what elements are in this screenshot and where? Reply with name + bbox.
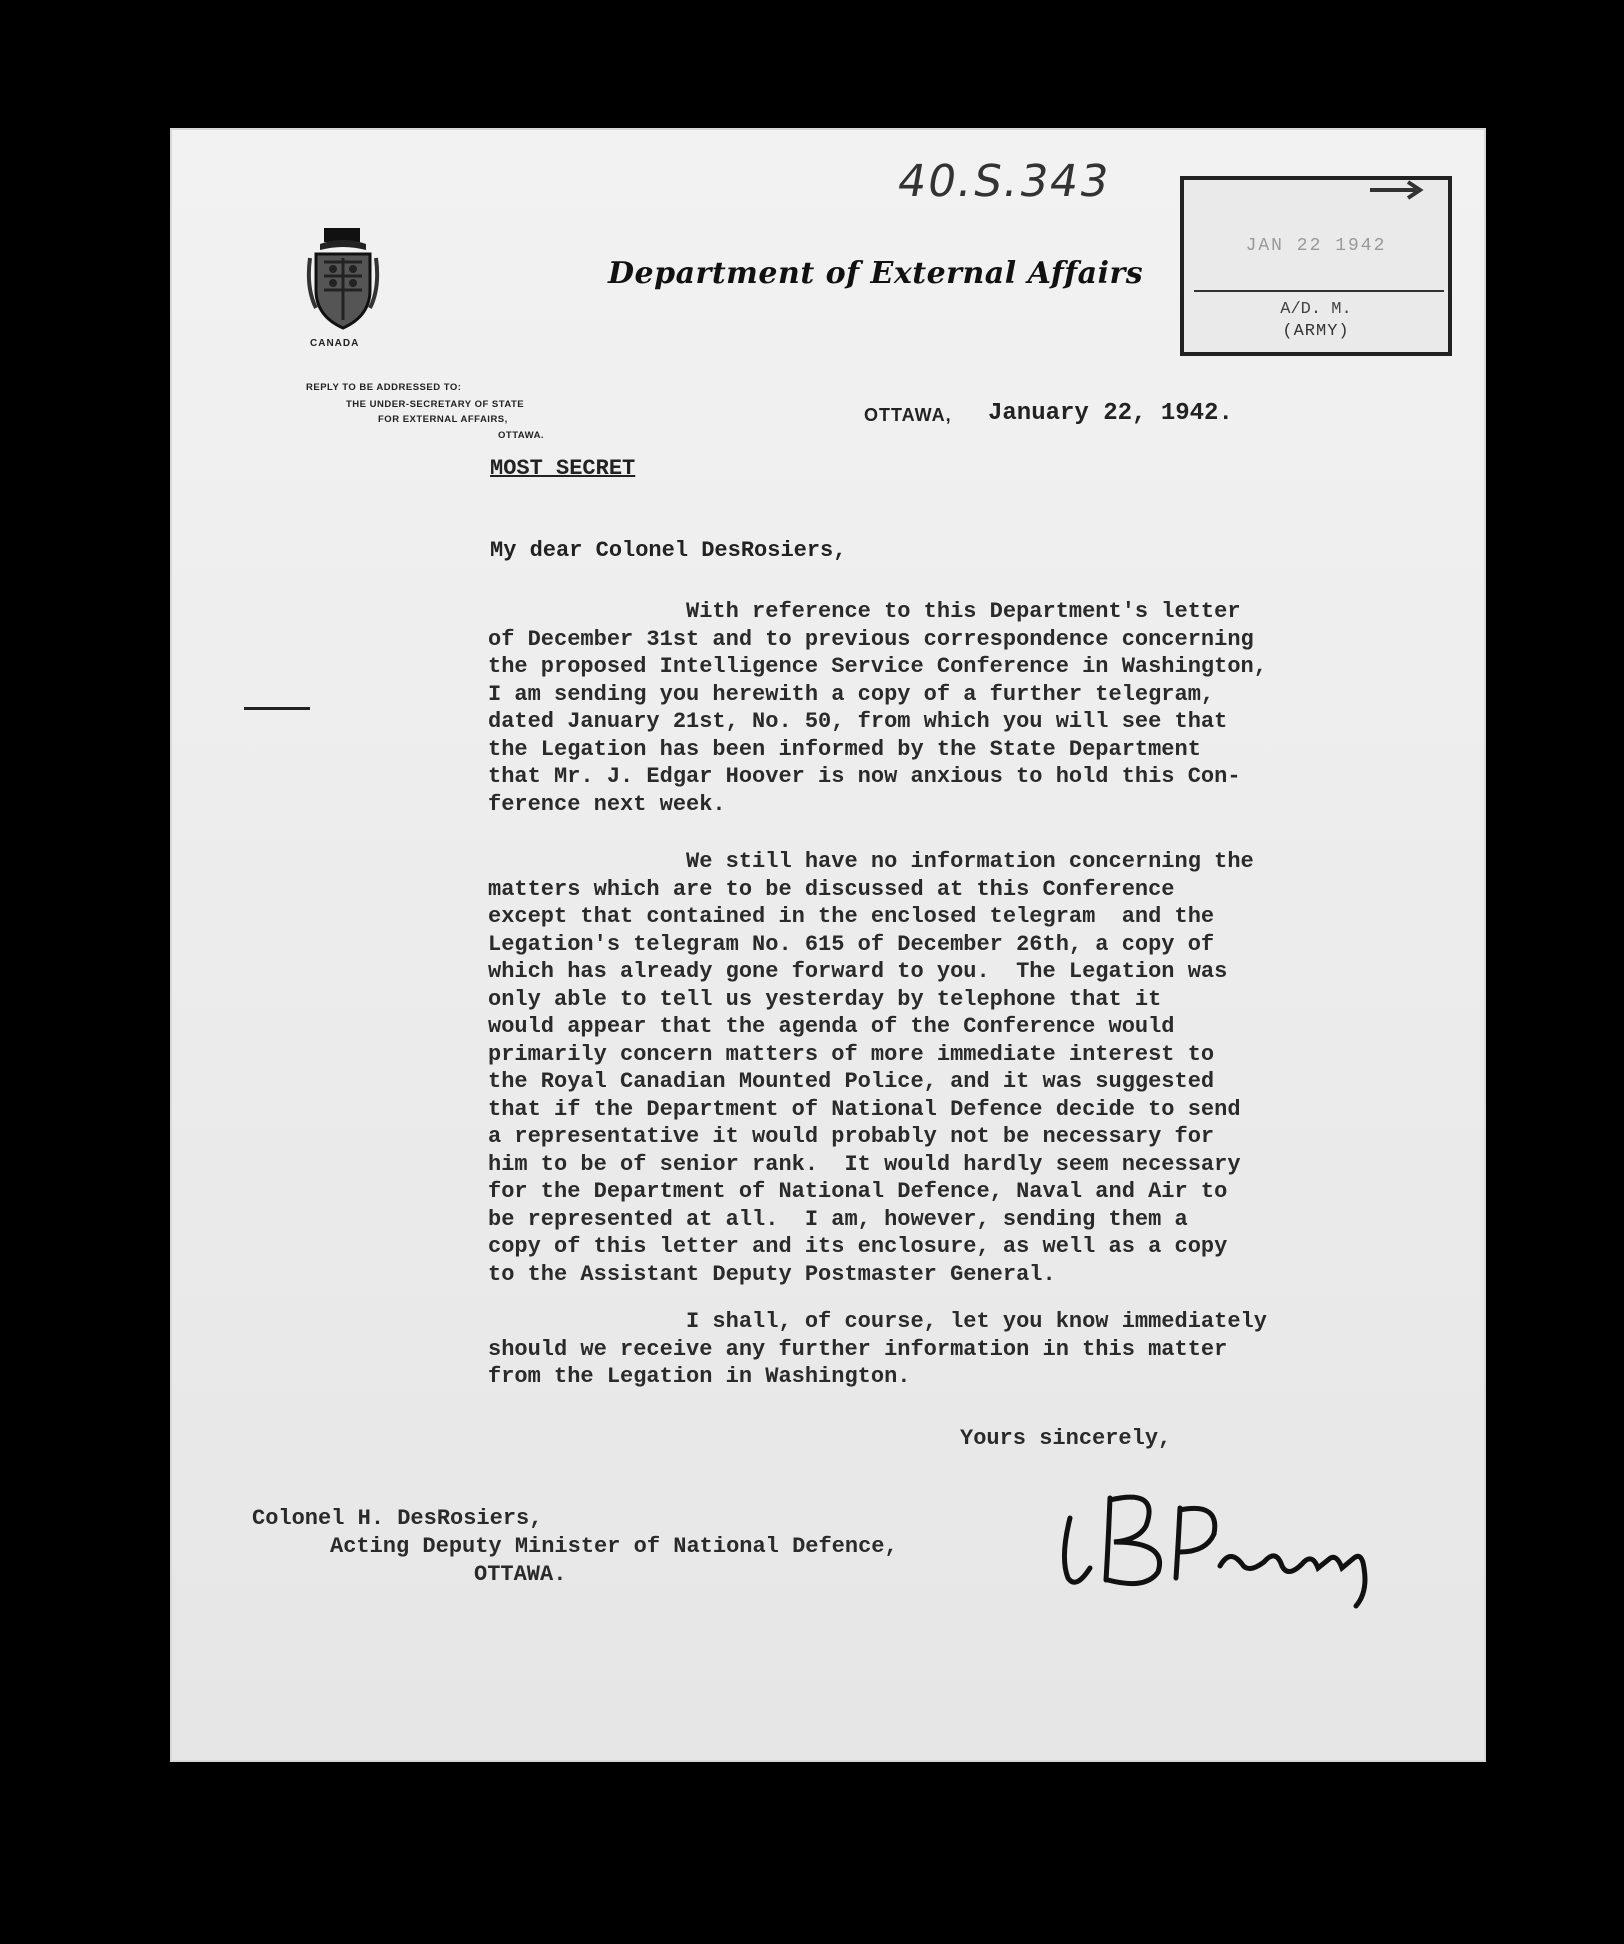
received-stamp [1180, 176, 1452, 356]
handwritten-signature [1050, 1468, 1410, 1618]
stamp-divider [1194, 290, 1444, 292]
department-title: Department of External Affairs [608, 256, 1144, 291]
reply-address-line: OTTAWA. [498, 430, 545, 441]
body-paragraph: With reference to this Department's letter of December 31st and to previous correspondence concerning the proposed Intelligence Service Conference in Washington, I am sending you herewith a copy of a further telegram, dated January 21st, No. 50, from which you will see that the Legation has been informed by the State Department that Mr. J. Edgar Hoover is now anxious to hold this Con- ference next week. [488, 599, 1267, 817]
handwritten-arrow-icon [1370, 178, 1430, 200]
security-classification: MOST SECRET [490, 456, 636, 481]
body-paragraph: I shall, of course, let you know immediately should we receive any further information in this matter from the Legation in Washington. [488, 1309, 1267, 1389]
salutation: My dear Colonel DesRosiers, [490, 538, 847, 563]
stamp-office: A/D. M. [1280, 300, 1352, 319]
body-paragraph: We still have no information concerning the matters which are to be discussed at this Conference except that contained in the enclosed telegram and the Legation's telegram No. 615 of December 26th, a copy of which has already gone forward to you. The Legation was only able to tell us yesterday by telephone that it would appear that the agenda of the Conference would primarily concern matters of more immediate interest to the Royal Canadian Mounted Police, and it was suggested that if the Department of National Defence decide to send a representative it would probably not be necessary for him to be of senior rank. It would hardly seem necessary for the Department of National Defence, Naval and Air to be represented at all. I am, however, sending them a copy of this letter and its enclosure, as well as a copy to the Assistant Deputy Postmaster General. [488, 849, 1254, 1287]
letter-page [170, 128, 1486, 1762]
recipient-name: Colonel H. DesRosiers, [252, 1506, 543, 1531]
recipient-title: Acting Deputy Minister of National Defence, [330, 1534, 898, 1559]
letter-date: January 22, 1942. [988, 400, 1233, 427]
complimentary-close: Yours sincerely, [960, 1426, 1172, 1451]
letter-place: OTTAWA, [864, 405, 952, 425]
reply-address-line: REPLY TO BE ADDRESSED TO: [306, 382, 462, 393]
reply-address-line: THE UNDER-SECRETARY OF STATE [346, 399, 525, 410]
stamp-branch: (ARMY) [1282, 322, 1350, 341]
stamp-date: JAN 22 1942 [1245, 236, 1387, 256]
reply-address-line: FOR EXTERNAL AFFAIRS, [378, 414, 508, 425]
crest-label: CANADA [310, 338, 360, 349]
recipient-city: OTTAWA. [474, 1562, 567, 1587]
handwritten-file-number: 40.S.343 [893, 156, 1115, 207]
margin-mark [244, 707, 310, 710]
canada-coat-of-arms-icon [306, 228, 380, 333]
